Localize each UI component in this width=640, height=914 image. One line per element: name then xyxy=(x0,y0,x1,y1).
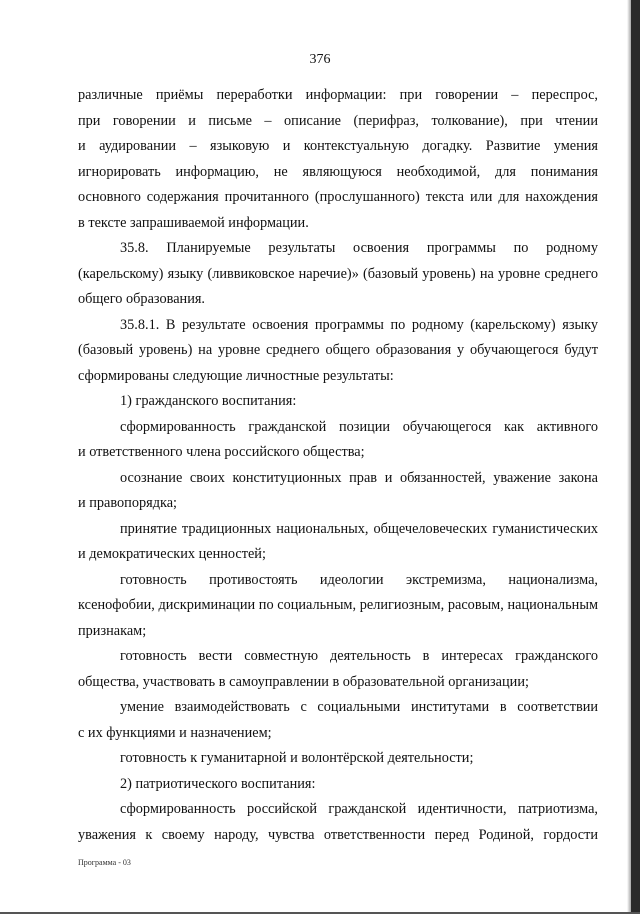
text-line: сформированы следующие личностные результаты: xyxy=(78,367,394,384)
text-line: сформированность гражданской позиции обучающегося как активного xyxy=(120,418,598,435)
text-line: 35.8.1. В результате освоения программы по родному (карельскому) языку xyxy=(120,316,598,333)
text-line: и ответственного члена российского общества; xyxy=(78,444,365,460)
text-line: умение взаимодействовать с социальными институтами в соответствии xyxy=(120,699,598,715)
text-line: и демократических ценностей; xyxy=(78,546,266,562)
text-line: игнорировать информацию, не являющуюся необходимой, для понимания xyxy=(78,163,598,180)
text-line: осознание своих конституционных прав и обязанностей, уважение закона xyxy=(120,469,598,486)
footer-label: Программа - 03 xyxy=(78,858,131,867)
text-line: и аудировании – языковую и контекстуальную догадку. Развитие умения xyxy=(78,138,598,154)
text-line: различные приёмы переработки информации: при говорении – переспрос, xyxy=(78,87,598,103)
text-line: в тексте запрашиваемой информации. xyxy=(78,214,309,231)
text-line: готовность противостоять идеологии экстремизма, национализма, xyxy=(120,571,598,588)
text-line: 1) гражданского воспитания: xyxy=(120,393,297,409)
text-line: принятие традиционных национальных, общечеловеческих гуманистических xyxy=(120,520,598,537)
text-line: основного содержания прочитанного (прослушанного) текста или для нахождения xyxy=(78,189,598,205)
text-line: ксенофобии, дискриминации по социальным, религиозным, расовым, национальным xyxy=(78,597,598,613)
text-line: при говорении и письме – описание (перифраз, толкование), при чтении xyxy=(78,112,598,129)
text-line: уважения к своему народу, чувства ответственности перед Родиной, гордости xyxy=(78,826,598,843)
text-line: сформированность российской гражданской идентичности, патриотизма, xyxy=(120,801,598,817)
scan-edge-right xyxy=(631,0,640,914)
body-text xyxy=(78,83,598,848)
text-line: с их функциями и назначением; xyxy=(78,724,272,741)
text-line: общего образования. xyxy=(78,291,205,307)
text-line: общества, участвовать в самоуправлении в образовательной организации; xyxy=(78,673,529,690)
page-number: 376 xyxy=(309,52,331,67)
text-line: (карельскому) языку (ливвиковское наречие)» (базовый уровень) на уровне среднего xyxy=(78,265,598,282)
text-line: (базовый уровень) на уровне среднего общего образования у обучающегося будут xyxy=(78,342,598,358)
text-line: признакам; xyxy=(78,622,147,639)
text-line: и правопорядка; xyxy=(78,495,178,511)
text-line: 2) патриотического воспитания: xyxy=(120,775,316,792)
text-line: 35.8. Планируемые результаты освоения программы по родному xyxy=(120,240,598,256)
text-line: готовность к гуманитарной и волонтёрской деятельности; xyxy=(120,750,474,766)
text-line: готовность вести совместную деятельность в интересах гражданского xyxy=(120,648,598,664)
